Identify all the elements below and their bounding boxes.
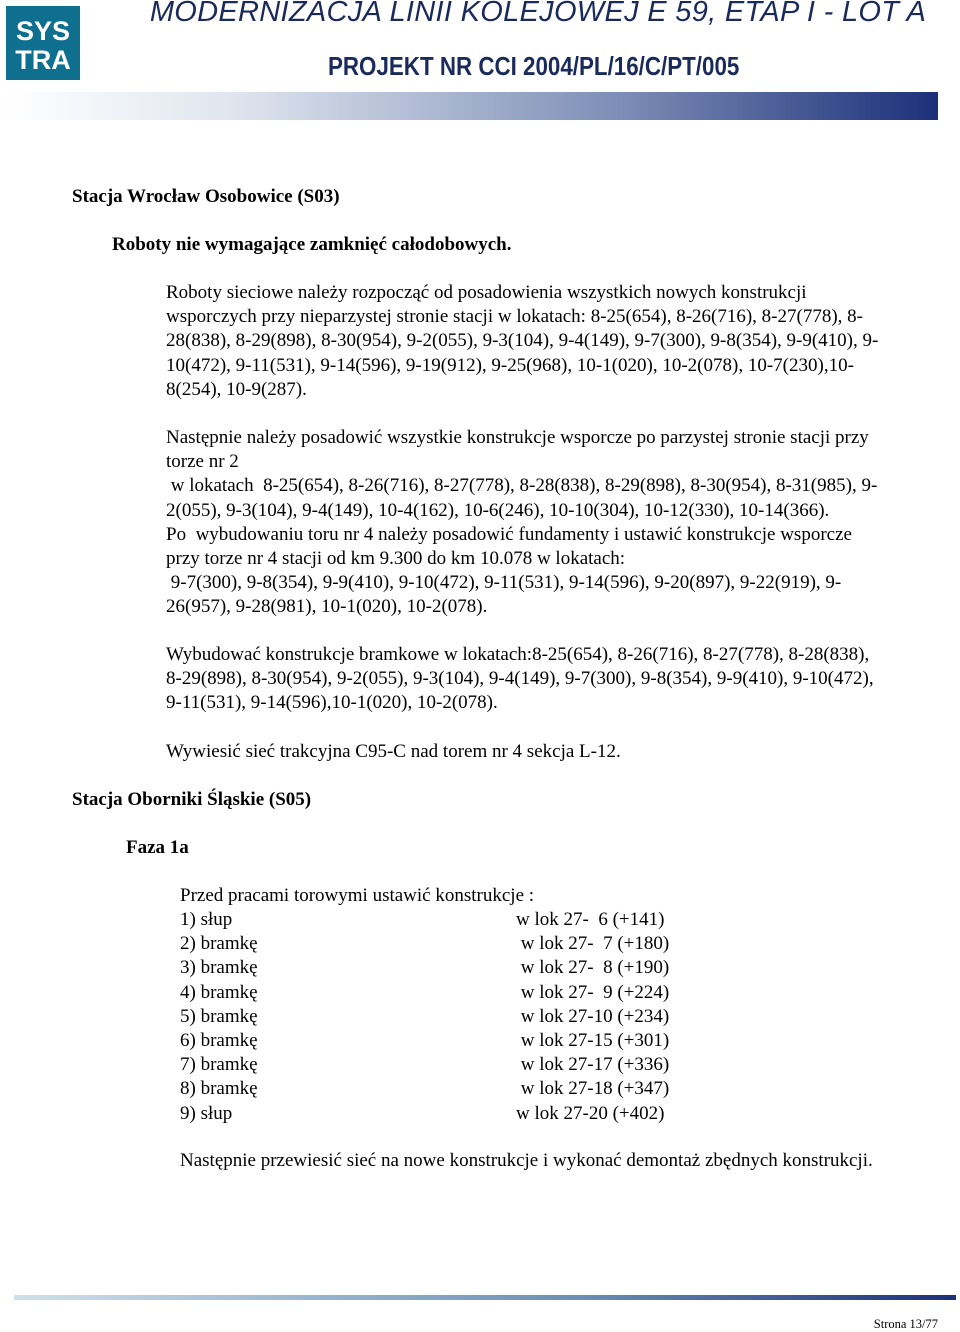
item-location: w lok 27-20 (+402)	[516, 1102, 665, 1124]
item-label: 6) bramkę	[180, 1029, 258, 1051]
footer-gradient-line	[14, 1295, 956, 1300]
text-line: 26(957), 9-28(981), 10-1(020), 10-2(078).	[166, 596, 488, 618]
text-line: Wywiesić sieć trakcyjna C95-C nad torem nr 4 sekcja L-12.	[166, 741, 621, 762]
svg-text:TRA: TRA	[15, 45, 71, 75]
item-location: w lok 27- 8 (+190)	[516, 957, 670, 979]
paragraph-gantry-structures	[166, 643, 956, 716]
item-label: 1) słup	[180, 909, 233, 930]
list-item	[180, 1029, 780, 1053]
systra-logo	[6, 6, 80, 80]
list-item	[180, 1053, 780, 1077]
item-location: w lok 27- 6 (+141)	[516, 909, 665, 930]
text-line: 10(472), 9-11(531), 9-14(596), 9-19(912), 9-25(968), 10-1(020), 10-2(078), 10-7(230),10-	[166, 354, 854, 376]
item-label: 7) bramkę	[180, 1054, 258, 1076]
text-line: 9-7(300), 9-8(354), 9-9(410), 9-10(472), 9-11(531), 9-14(596), 9-20(897), 9-22(919), 9-	[166, 572, 842, 594]
list-item	[180, 1102, 780, 1126]
header-gradient-band	[4, 92, 938, 120]
text-line: 8-29(898), 8-30(954), 9-2(055), 9-3(104), 9-4(149), 9-7(300), 9-8(354), 9-9(410), 9-10(472),	[166, 668, 874, 690]
text-line: 8(254), 10-9(287).	[166, 378, 307, 400]
svg-text:SYS: SYS	[15, 16, 71, 46]
item-location: w lok 27- 9 (+224)	[516, 981, 670, 1003]
text-line: Wybudować konstrukcje bramkowe w lokatach:8-25(654), 8-26(716), 8-27(778), 8-28(838),	[166, 644, 870, 665]
systra-logo-mark	[6, 6, 80, 80]
text-line: Roboty sieciowe należy rozpocząć od posadowienia wszystkich nowych konstrukcji	[166, 282, 807, 303]
text-line: torze nr 2	[166, 451, 239, 473]
item-label: 3) bramkę	[180, 957, 258, 979]
text-line: Po wybudowaniu toru nr 4 należy posadowić fundamenty i ustawić konstrukcje wsporcze	[166, 523, 852, 545]
item-label: 8) bramkę	[180, 1078, 258, 1100]
text-line: 9-11(531), 9-14(596),10-1(020), 10-2(078).	[166, 692, 498, 714]
item-location: w lok 27- 7 (+180)	[516, 933, 670, 955]
list-item	[180, 1077, 780, 1101]
section-heading-oborniki: Stacja Oborniki Śląskie (S05)	[72, 789, 312, 810]
structure-list	[180, 908, 780, 1126]
list-item	[180, 956, 780, 980]
list-item	[180, 932, 780, 956]
item-location: w lok 27-10 (+234)	[516, 1005, 670, 1027]
paragraph-even-side	[166, 426, 956, 620]
text-line: 28(838), 8-29(898), 8-30(954), 9-2(055), 9-3(104), 9-4(149), 9-7(300), 9-8(354), 9-9(410), 9-	[166, 330, 879, 352]
list-intro: Przed pracami torowymi ustawić konstrukcje :	[180, 885, 535, 906]
text-line: wsporczych przy nieparzystej stronie stacji w lokatach: 8-25(654), 8-26(716), 8-27(778), 8-	[166, 306, 863, 328]
closing-sentence: Następnie przewiesić sieć na nowe konstrukcje i wykonać demontaż zbędnych konstrukcji.	[180, 1150, 873, 1171]
subheading-works: Roboty nie wymagające zamknięć całodobowych.	[112, 234, 512, 255]
item-label: 4) bramkę	[180, 981, 258, 1003]
section-heading-wroclaw: Stacja Wrocław Osobowice (S03)	[72, 186, 340, 207]
list-item	[180, 1005, 780, 1029]
text-line: przy torze nr 4 stacji od km 9.300 do km 10.078 w lokatach:	[166, 548, 626, 570]
phase-heading: Faza 1a	[126, 837, 189, 858]
text-line: 2(055), 9-3(104), 9-4(149), 10-4(162), 10-6(246), 10-10(304), 10-12(330), 10-14(366).	[166, 499, 830, 521]
list-item	[180, 981, 780, 1005]
text-line: Następnie należy posadowić wszystkie konstrukcje wsporcze po parzystej stronie stacji przy	[166, 427, 869, 448]
item-label: 5) bramkę	[180, 1005, 258, 1027]
list-item	[180, 908, 780, 932]
item-location: w lok 27-15 (+301)	[516, 1029, 670, 1051]
item-location: w lok 27-18 (+347)	[516, 1078, 670, 1100]
document-title: MODERNIZACJA LINII KOLEJOWEJ E 59, ETAP I - LOT A	[149, 0, 927, 28]
item-location: w lok 27-17 (+336)	[516, 1054, 670, 1076]
paragraph-overhead-line	[166, 740, 956, 764]
paragraph-odd-side	[166, 281, 956, 402]
text-line: w lokatach 8-25(654), 8-26(716), 8-27(778), 8-28(838), 8-29(898), 8-30(954), 8-31(985), 9-	[166, 475, 878, 497]
item-label: 2) bramkę	[180, 933, 258, 955]
project-number: PROJEKT NR CCI 2004/PL/16/C/PT/005	[328, 51, 740, 81]
item-label: 9) słup	[180, 1102, 233, 1124]
page-number: Strona 13/77	[873, 1317, 938, 1331]
